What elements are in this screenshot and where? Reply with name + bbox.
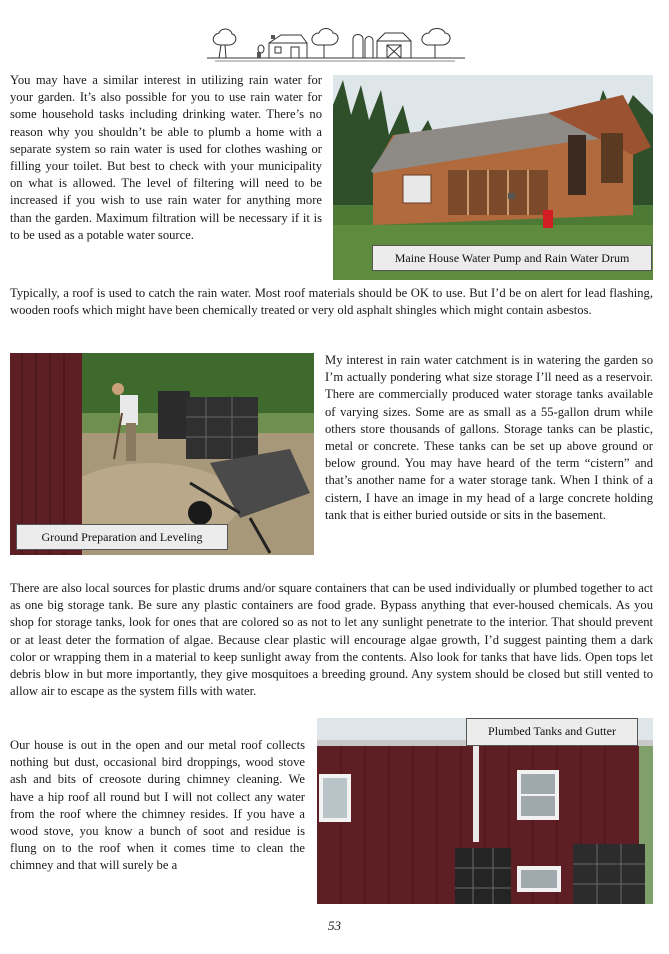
caption-maine-house: Maine House Water Pump and Rain Water Drum: [372, 245, 652, 271]
paragraph-plastic-containers: There are also local sources for plastic drums and/or square containers that can be used individually or plumbed together to act as one big storage tank. Be sure any plastic containers are food grade. Bypass anything that ever-housed chemicals. As you shop for storage tanks, look for ones that are colored so as not to let any sunlight penetrate to the interior. That should prevent or at least deter the formation of algae. Because clear plastic will encourage algae growth, I’d suggest painting them a dark color or wrapping them in a material to keep sunlight away from the contents. Also look for tanks that have lids. Open tops let debris blow in but more importantly, they give mosquitoes a breeding ground. Any system should be closed but still vented to allow air to escape as the system fills with water.: [10, 581, 653, 699]
paragraph-metal-roof: Our house is out in the open and our metal roof collects nothing but dust, occasional bird droppings, wood stove ash and bits of creosote during chimney cleaning. We have a hip roof all round but I will not collect any water from the roof where the chimney resides. If you have a wood stove, you know a bunch of soot and residue is flung on to the roof when it comes time to clean the chimney and that will surely be a: [10, 738, 305, 873]
paragraph-roof-materials: Typically, a roof is used to catch the rain water. Most roof materials should be OK to use. But I’d be on alert for lead flashing, wooden roofs which might have been chemically treated or very old asphalt shingles which might contain asbestos.: [10, 286, 653, 318]
paragraph-rain-water-uses: You may have a similar interest in utilizing rain water for your garden. It’s also possible for you to use rain water for some household tasks including drinking water. There’s no reason why you shouldn’t be able to plumb a home with a separate system so rain water is used for clothes washing or filling your toilet. But best to check with your municipality on what is allowed. The level of filtering will need to be increased if you wish to use rain water for anything more than the garden. Maximum filtration will be necessary if it is to be used as a potable water source.: [10, 73, 322, 242]
caption-plumbed-tanks: Plumbed Tanks and Gutter: [466, 718, 638, 746]
caption-ground-preparation: Ground Preparation and Leveling: [16, 524, 228, 550]
farm-header-illustration: [205, 25, 467, 63]
page-number: 53: [328, 918, 341, 933]
paragraph-storage-tanks: My interest in rain water catchment is in watering the garden so I’m actually pondering what size storage I’ll need as a reservoir. There are commercially produced water storage tanks available of varying sizes. Some are as small as a 55-gallon drum while others store thousands of gallons. Storage tanks can be plastic, metal or concrete. These tanks can be set up above ground or below ground. You may have heard of the term “cistern” and that’s another name for a water storage tank. When I think of a cistern, I have an image in my head of a large concrete holding tank that is either buried outside or sits in the basement.: [325, 353, 653, 522]
